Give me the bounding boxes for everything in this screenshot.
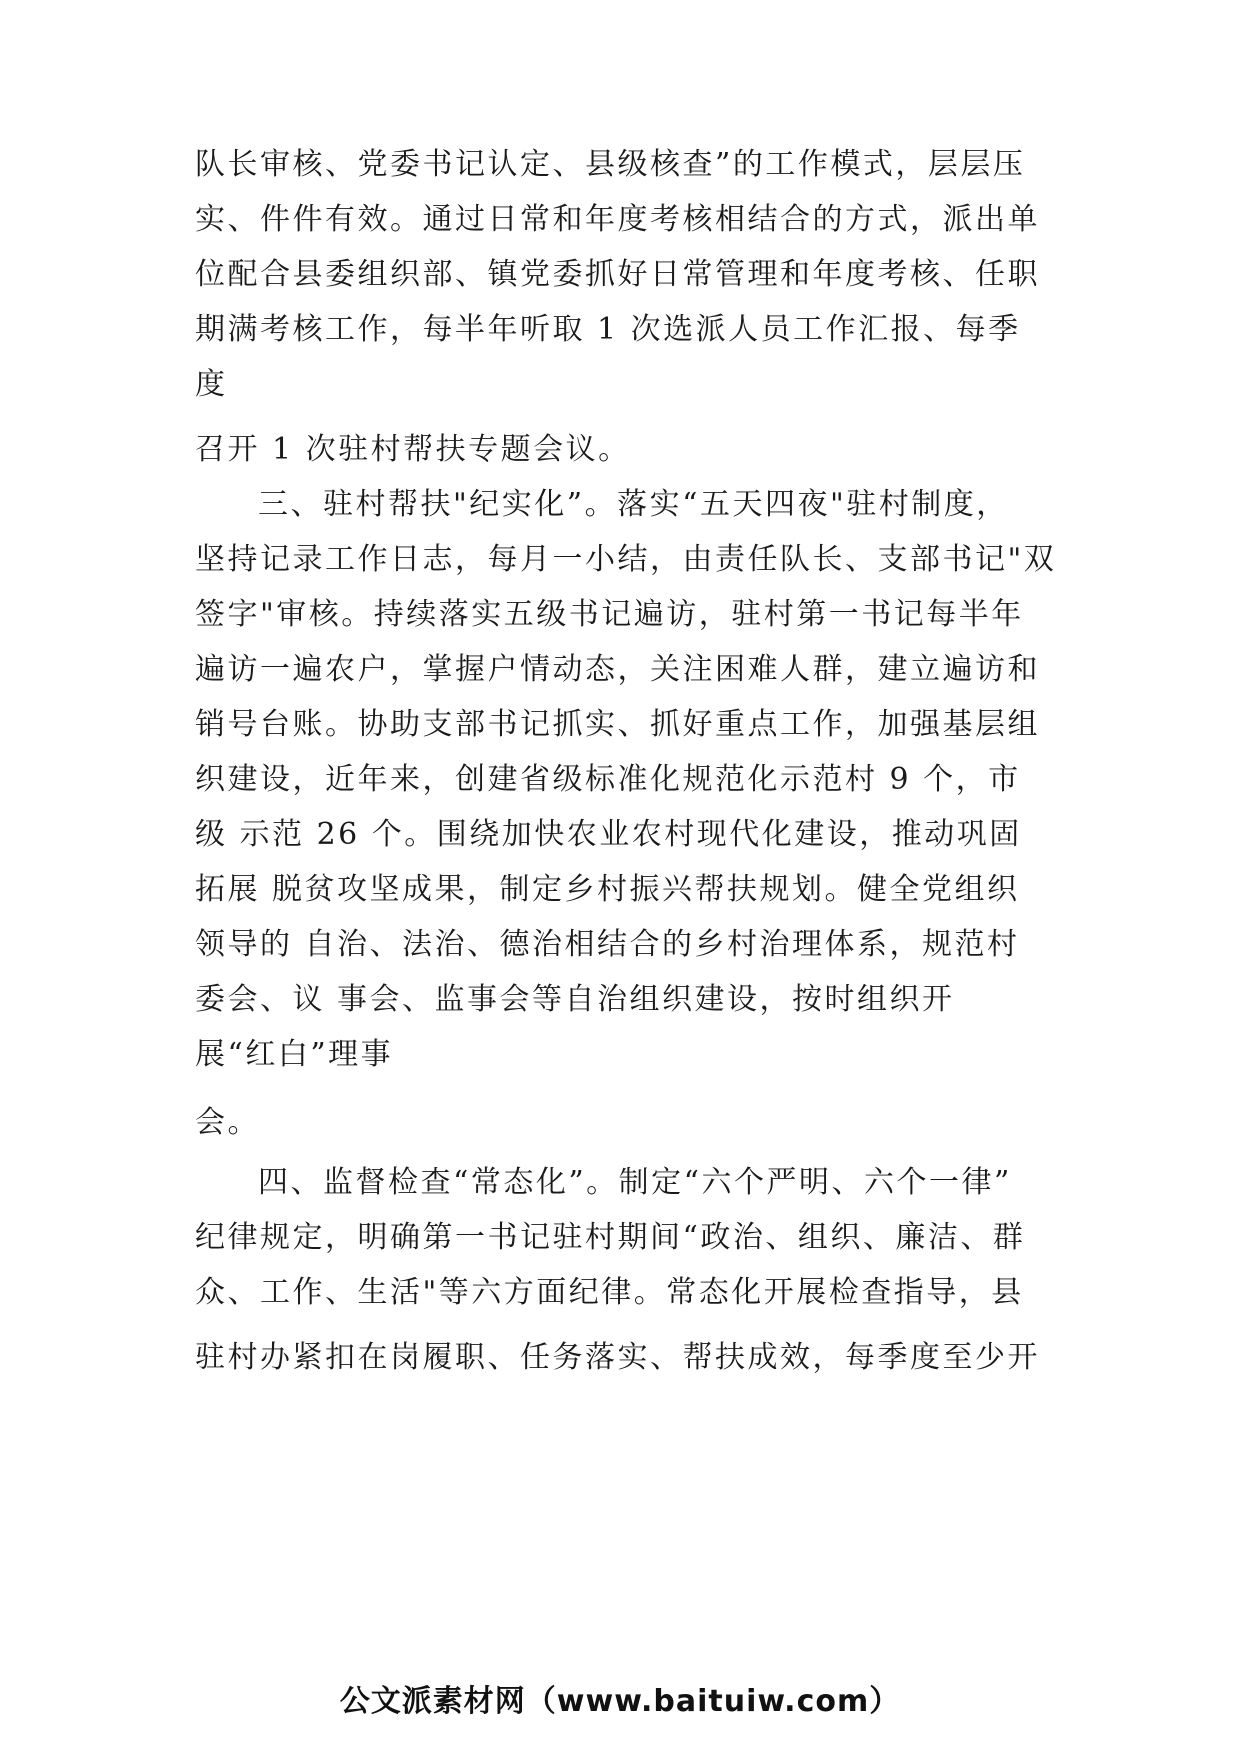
text-line: 会。 bbox=[195, 1105, 260, 1140]
text-line: 级 示范 26 个。围绕加快农业农村现代化建设，推动巩固 bbox=[195, 817, 1022, 852]
text-line: 签字"审核。持续落实五级书记遍访，驻村第一书记每半年 bbox=[195, 597, 1024, 632]
text-line: 坚持记录工作日志，每月一小结，由责任队长、支部书记"双 bbox=[195, 542, 1057, 577]
text-line: 度 bbox=[195, 367, 228, 402]
text-line: 召开 1 次驻村帮扶专题会议。 bbox=[195, 432, 631, 467]
text-line: 委会、议 事会、监事会等自治组织建设，按时组织开 bbox=[195, 982, 955, 1017]
text-line: 实、件件有效。通过日常和年度考核相结合的方式，派出单 bbox=[195, 202, 1040, 237]
text-line: 拓展 脱贫攻坚成果，制定乡村振兴帮扶规划。健全党组织 bbox=[195, 872, 1020, 907]
text-line: 织建设，近年来，创建省级标准化规范化示范村 9 个，市 bbox=[195, 762, 1021, 797]
text-line: 展“红白”理事 bbox=[195, 1037, 394, 1072]
text-line: 领导的 自治、法治、德治相结合的乡村治理体系，规范村 bbox=[195, 927, 1020, 962]
page-footer: 公文派素材网（www.baituiw.com） bbox=[339, 1684, 901, 1719]
text-line: 遍访一遍农户，掌握户情动态，关注困难人群，建立遍访和 bbox=[195, 652, 1040, 687]
text-line: 销号台账。协助支部书记抓实、抓好重点工作，加强基层组 bbox=[195, 707, 1040, 742]
paragraph-heading: 四、监督检查“常态化”。制定“六个严明、六个一律” bbox=[258, 1165, 1012, 1200]
text-line: 驻村办紧扣在岗履职、任务落实、帮扶成效，每季度至少开 bbox=[195, 1340, 1040, 1375]
text-line: 纪律规定，明确第一书记驻村期间“政治、组织、廉洁、群 bbox=[195, 1220, 1026, 1255]
paragraph-heading: 三、驻村帮扶"纪实化”。落实“五天四夜"驻村制度， bbox=[258, 487, 1009, 522]
text-line: 位配合县委组织部、镇党委抓好日常管理和年度考核、任职 bbox=[195, 257, 1040, 292]
text-line: 期满考核工作，每半年听取 1 次选派人员工作汇报、每季 bbox=[195, 312, 1021, 347]
text-line: 众、工作、生活"等六方面纪律。常态化开展检查指导，县 bbox=[195, 1275, 1024, 1310]
text-line: 队长审核、党委书记认定、县级核查”的工作模式，层层压 bbox=[195, 147, 1026, 182]
